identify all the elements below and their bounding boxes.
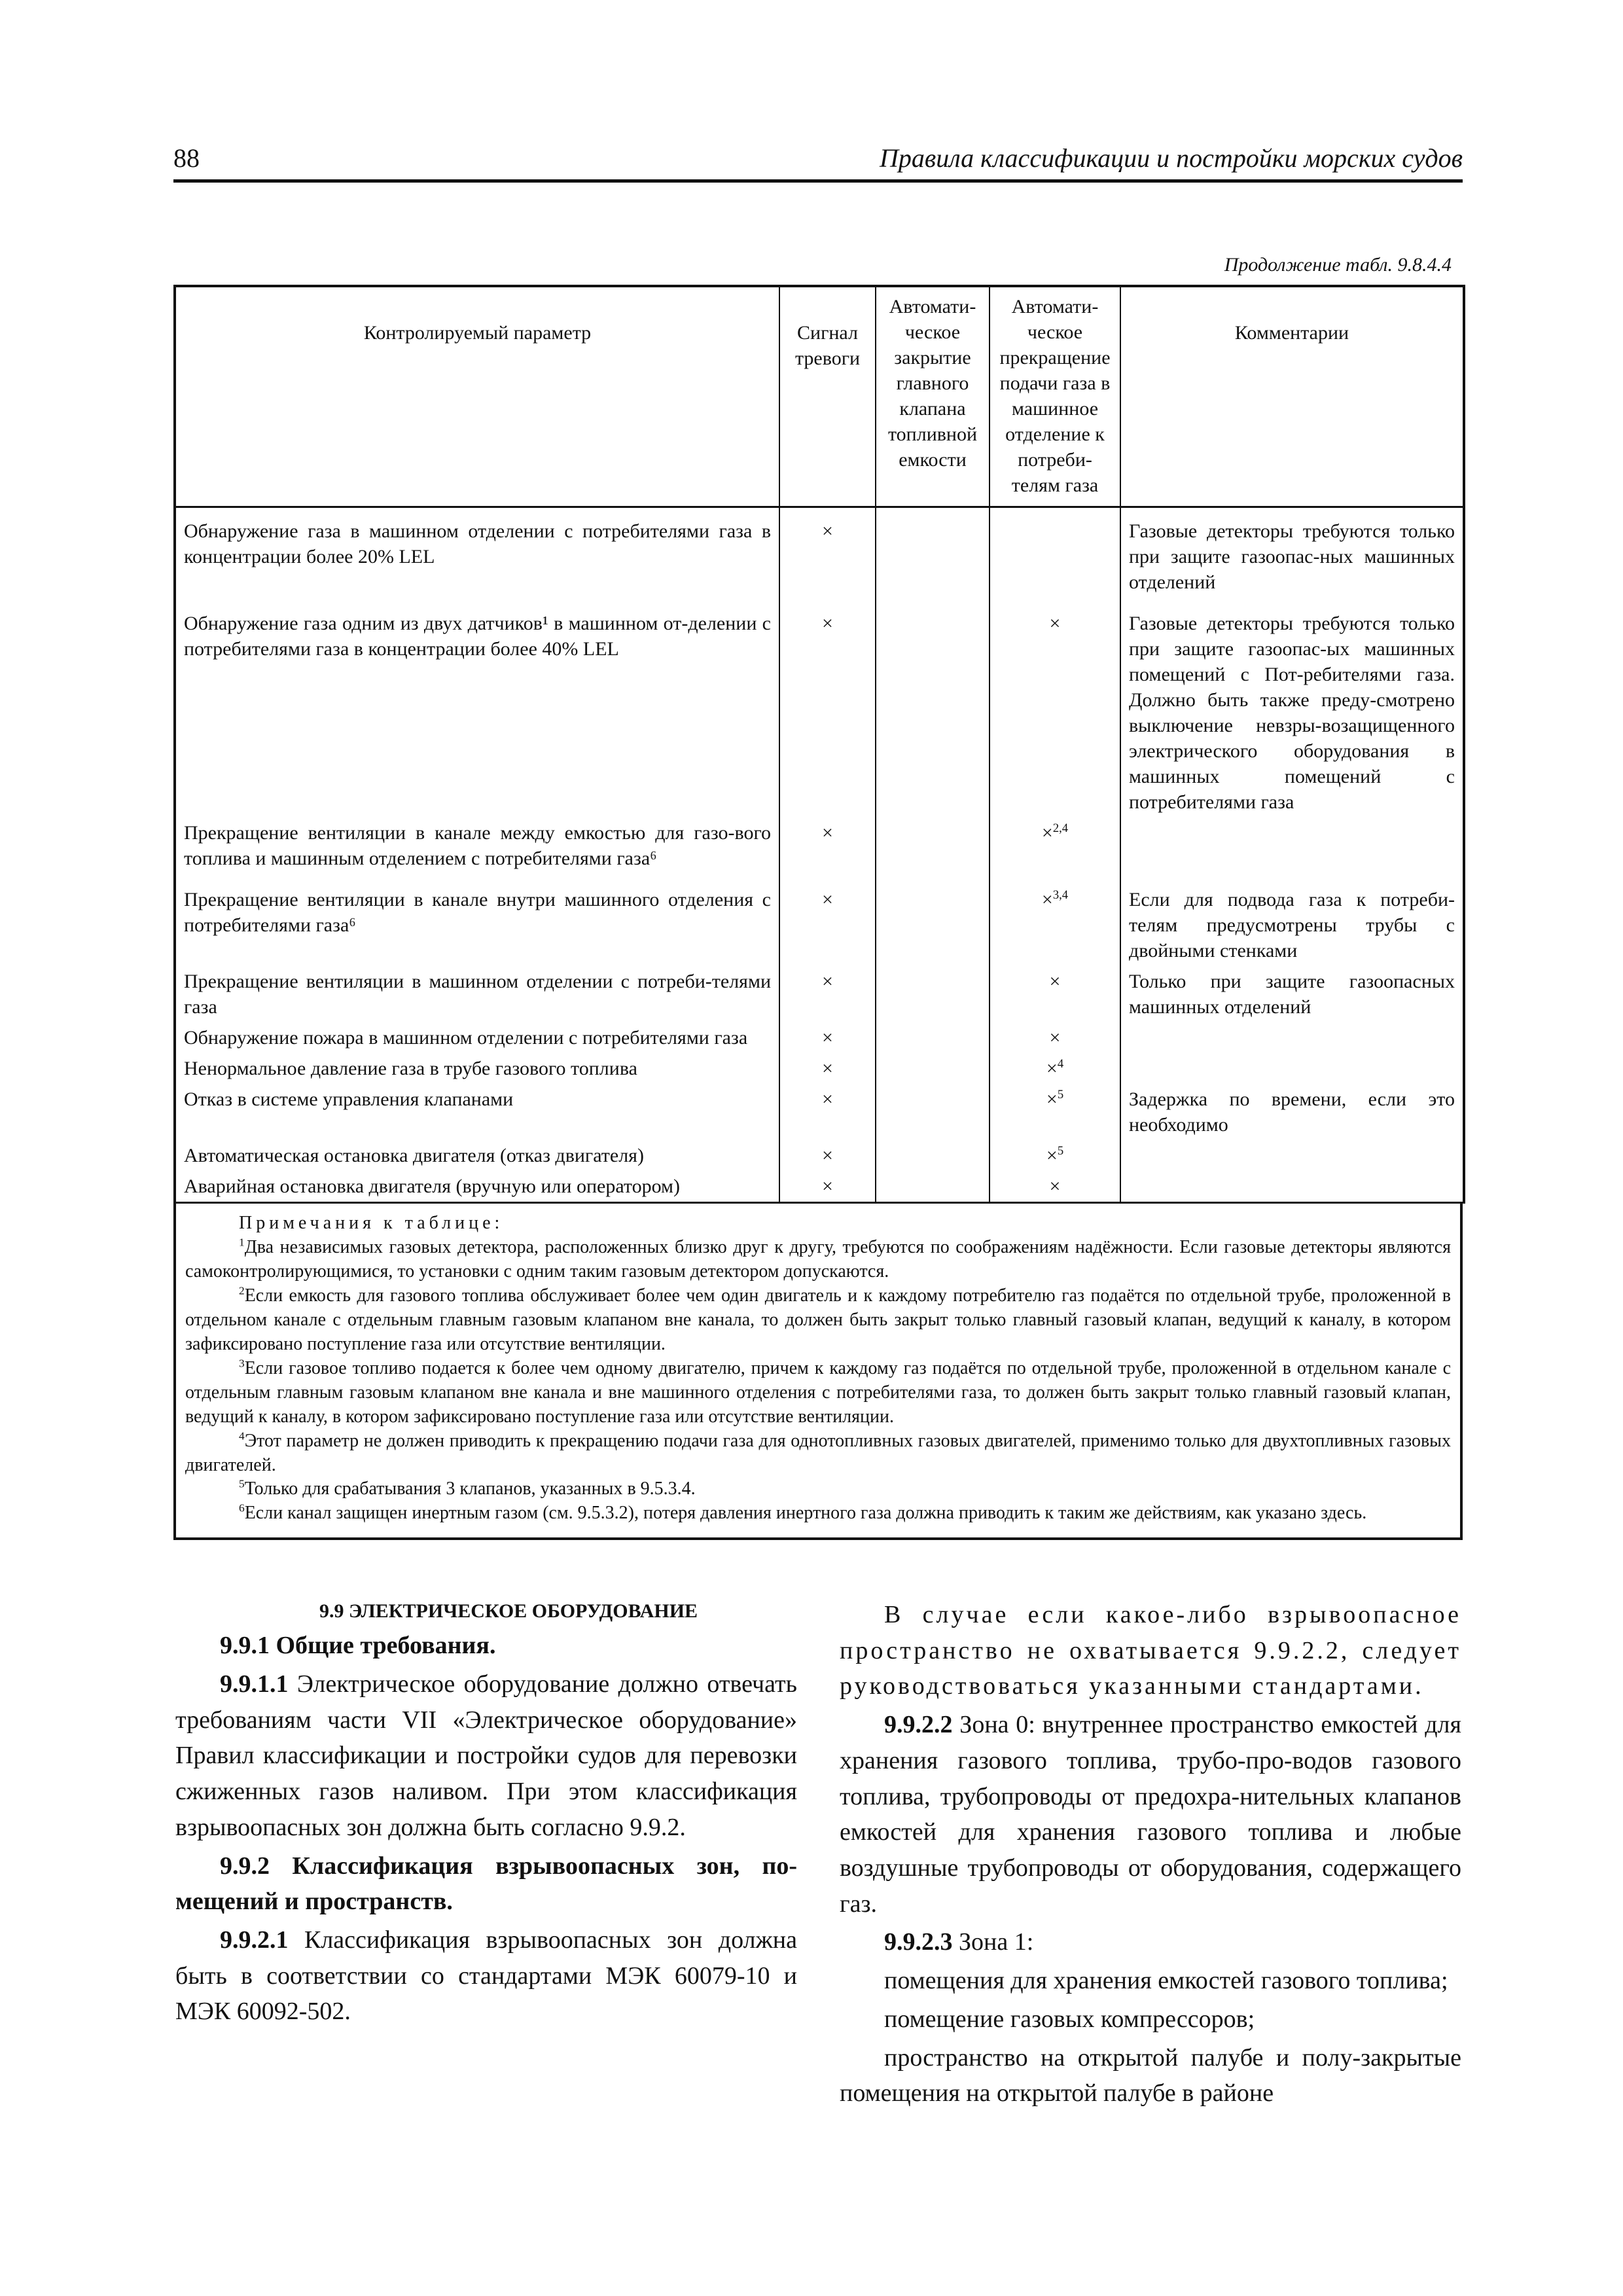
note-text: Два независимых газовых детектора, расположенных близко друг к другу, требуются по соображениям надёжности. Если газовые детекторы являются самоконтролирующимися, то установки с одним таким газовым детектором допускаются. <box>185 1236 1451 1282</box>
stop-gas-mark <box>990 817 1120 874</box>
alarm-mark: × <box>779 1084 876 1140</box>
alarm-mark: × <box>779 598 876 817</box>
table-row <box>175 1140 1464 1171</box>
clause-text: Зона 0: внутреннее пространство емкостей для хранения газового топлива, трубо-про-водов газового топлива, трубопроводы от предохра-нительных клапанов емкостей для хранения газового топлива и любые воздушные трубопроводы от оборудования, содержащего газ. <box>840 1711 1461 1918</box>
stop-gas-mark <box>990 966 1120 1022</box>
paragraph-9922 <box>840 1707 1461 1922</box>
stop-gas-mark <box>990 1022 1120 1053</box>
clause-number: 9.9.1.1 <box>220 1670 289 1698</box>
alarm-mark: × <box>779 1022 876 1053</box>
close-valve-mark <box>876 1171 990 1203</box>
close-valve-mark <box>876 1140 990 1171</box>
note-number: 5 <box>239 1478 245 1491</box>
running-title: Правила классификации и постройки морских судов <box>879 143 1463 173</box>
alarm-mark: × <box>779 1171 876 1203</box>
column-header-close-valve: Автомати-ческое закрытие главного клапана топливной емкости <box>876 286 990 507</box>
parameters-table <box>173 285 1465 1204</box>
table-row <box>175 817 1464 874</box>
row-comment <box>1120 1053 1464 1084</box>
subsection-heading-991 <box>175 1628 797 1664</box>
page-header <box>173 143 1463 183</box>
table-container <box>173 285 1463 1540</box>
row-parameter: Обнаружение газа одним из двух датчиков¹ в машинном от-делении с потребителями газа в концентрации более 40% LEL <box>175 598 779 817</box>
note-text: Этот параметр не должен приводить к прекращению подачи газа для однотопливных газовых двигателей, применимо только для двухтопливных газовых двигателей. <box>185 1430 1451 1475</box>
table-row <box>175 1053 1464 1084</box>
row-comment: Только при защите газоопасных машинных отделений <box>1120 966 1464 1022</box>
table-row <box>175 1084 1464 1140</box>
table-row <box>175 1171 1464 1203</box>
note-text: Если емкость для газового топлива обслуживает более чем один двигатель и к каждому потребителю газ подаётся по отдельной трубе, проложенной в отдельном канале с отдельным главным газовым клапаном вне канала, то должен быть закрыт только главный газовый клапан, ведущий к каналу, в котором зафиксировано поступление газа или отсутствие вентиляции. <box>185 1285 1451 1354</box>
stop-gas-mark <box>990 874 1120 966</box>
stop-gas-symbol: × <box>1049 1027 1061 1049</box>
notes-title: Примечания к таблице: <box>239 1213 504 1233</box>
column-header-alarm: Сигнал тревоги <box>779 286 876 507</box>
note <box>185 1501 1451 1526</box>
row-comment: Если для подвода газа к потреби-телям предусмотрены трубы с двойными стенками <box>1120 874 1464 966</box>
note-text: Если канал защищен инертным газом (см. 9.5.3.2), потеря давления инертного газа должна приводить к таким же действиям, как указано здесь. <box>244 1503 1367 1524</box>
stop-gas-symbol: × <box>1041 822 1053 844</box>
heading-text: 9.9.2 Классификация взрывоопасных зон, по-мещений и пространств. <box>175 1852 797 1916</box>
row-parameter: Аварийная остановка двигателя (вручную или оператором) <box>175 1171 779 1203</box>
subsection-heading-992 <box>175 1848 797 1920</box>
close-valve-mark <box>876 507 990 598</box>
close-valve-mark <box>876 1022 990 1053</box>
clause-text: Электрическое оборудование должно отвечать требованиям части VII «Электрическое оборудование» Правил классификации и постройки судов для перевозки сжиженных газов наливом. При этом классификация взрывоопасных зон должна быть согласно 9.9.2. <box>175 1670 797 1841</box>
note-number: 6 <box>239 1502 245 1515</box>
row-comment <box>1120 1022 1464 1053</box>
stop-gas-mark <box>990 1140 1120 1171</box>
clause-text: Зона 1: <box>952 1928 1034 1956</box>
table-row <box>175 1022 1464 1053</box>
stop-gas-symbol: × <box>1049 1175 1061 1197</box>
clause-number: 9.9.2.2 <box>884 1711 953 1739</box>
stop-gas-footnote: 5 <box>1057 1144 1064 1158</box>
clause-number: 9.9.2.3 <box>884 1928 953 1956</box>
table-notes <box>173 1204 1463 1540</box>
note-number: 3 <box>239 1357 245 1370</box>
stop-gas-footnote: 3,4 <box>1052 888 1069 902</box>
row-parameter: Прекращение вентиляции в машинном отделении с потреби-телями газа <box>175 966 779 1022</box>
note <box>185 1429 1451 1478</box>
close-valve-mark <box>876 1053 990 1084</box>
note <box>185 1477 1451 1501</box>
right-column <box>840 1597 1461 2114</box>
stop-gas-symbol: × <box>1046 1145 1058 1166</box>
alarm-mark: × <box>779 1053 876 1084</box>
close-valve-mark <box>876 874 990 966</box>
alarm-mark: × <box>779 966 876 1022</box>
paragraph-continuation: В случае если какое-либо взрывоопасное пространство не охватывается 9.9.2.2, следует руководствоваться указанными стандартами. <box>840 1601 1461 1700</box>
note-number: 1 <box>239 1236 245 1249</box>
stop-gas-symbol: × <box>1046 1088 1058 1110</box>
clause-text: Классификация взрывоопасных зон должна быть в соответствии со стандартами МЭК 60079-10 и МЭК 60092-502. <box>175 1926 797 2026</box>
row-parameter: Прекращение вентиляции в канале внутри машинного отделения с потребителями газа⁶ <box>175 874 779 966</box>
alarm-mark: × <box>779 817 876 874</box>
note-text: Только для срабатывания 3 клапанов, указанных в 9.5.3.4. <box>244 1479 696 1499</box>
stop-gas-footnote: 5 <box>1057 1088 1064 1102</box>
table-header-row <box>175 286 1464 507</box>
paragraph-9921 <box>175 1922 797 2030</box>
row-comment <box>1120 1140 1464 1171</box>
note-text: Если газовое топливо подается к более чем одному двигателю, причем к каждому газ подаётся по отдельной трубе, проложенной в отдельном канале с отдельным главным газовым клапаном вне канала и вне машинного отделения с потребителями газа, то должен быть закрыт только главный газовый клапан, ведущий к каналу, в котором зафиксировано поступление газа или отсутствие вентиляции. <box>185 1357 1451 1427</box>
row-comment <box>1120 817 1464 874</box>
row-comment <box>1120 1171 1464 1203</box>
table-caption: Продолжение табл. 9.8.4.4 <box>1224 254 1452 276</box>
table-row <box>175 966 1464 1022</box>
alarm-mark: × <box>779 507 876 598</box>
stop-gas-symbol: × <box>1041 889 1053 910</box>
note <box>185 1284 1451 1357</box>
note <box>185 1236 1451 1284</box>
row-comment: Газовые детекторы требуются только при защите газоопас-ых машинных помещений с Пот-ребителями газа. Должно быть также преду-смотрено выключение невзры-возащищенного электрического оборудования в машинных помещений с потребителями газа <box>1120 598 1464 817</box>
list-item: пространство на открытой палубе и полу-закрытые помещения на открытой палубе в районе <box>840 2043 1461 2108</box>
close-valve-mark <box>876 966 990 1022</box>
paragraph-9911 <box>175 1666 797 1846</box>
table-row <box>175 598 1464 817</box>
list-item: помещение газовых компрессоров; <box>884 2005 1255 2033</box>
list-item: помещения для хранения емкостей газового топлива; <box>884 1967 1448 1995</box>
stop-gas-symbol: × <box>1049 971 1061 992</box>
clause-number: 9.9.2.1 <box>220 1926 289 1954</box>
column-header-stop-gas: Автомати-ческое прекращение подачи газа в машинное отделение к потреби-телям газа <box>990 286 1120 507</box>
stop-gas-mark <box>990 1171 1120 1203</box>
close-valve-mark <box>876 598 990 817</box>
section-title: 9.9 ЭЛЕКТРИЧЕСКОЕ ОБОРУДОВАНИЕ <box>319 1600 698 1622</box>
paragraph-9923 <box>840 1924 1461 1960</box>
note <box>185 1357 1451 1429</box>
stop-gas-mark <box>990 507 1120 598</box>
note-number: 2 <box>239 1284 245 1297</box>
stop-gas-mark <box>990 1084 1120 1140</box>
table-row <box>175 507 1464 598</box>
close-valve-mark <box>876 817 990 874</box>
column-header-parameter: Контролируемый параметр <box>175 286 779 507</box>
table-row <box>175 874 1464 966</box>
stop-gas-footnote: 4 <box>1057 1057 1064 1071</box>
left-column <box>175 1597 797 2032</box>
stop-gas-symbol: × <box>1049 613 1061 634</box>
alarm-mark: × <box>779 1140 876 1171</box>
close-valve-mark <box>876 1084 990 1140</box>
heading-text: 9.9.1 Общие требования. <box>220 1632 496 1660</box>
row-parameter: Обнаружение газа в машинном отделении с потребителями газа в концентрации более 20% LEL <box>175 507 779 598</box>
row-comment: Газовые детекторы требуются только при защите газоопас-ных машинных отделений <box>1120 507 1464 598</box>
stop-gas-mark <box>990 598 1120 817</box>
row-parameter: Отказ в системе управления клапанами <box>175 1084 779 1140</box>
row-parameter: Обнаружение пожара в машинном отделении с потребителями газа <box>175 1022 779 1053</box>
stop-gas-footnote: 2,4 <box>1052 821 1069 835</box>
alarm-mark: × <box>779 874 876 966</box>
row-parameter: Прекращение вентиляции в канале между емкостью для газо-вого топлива и машинным отделением с потребителями газа⁶ <box>175 817 779 874</box>
row-parameter: Автоматическая остановка двигателя (отказ двигателя) <box>175 1140 779 1171</box>
stop-gas-mark <box>990 1053 1120 1084</box>
stop-gas-symbol: × <box>1046 1058 1058 1079</box>
row-comment: Задержка по времени, если это необходимо <box>1120 1084 1464 1140</box>
note-number: 4 <box>239 1429 245 1443</box>
row-parameter: Ненормальное давление газа в трубе газового топлива <box>175 1053 779 1084</box>
column-header-comments: Комментарии <box>1120 286 1464 507</box>
page-number: 88 <box>173 143 200 173</box>
